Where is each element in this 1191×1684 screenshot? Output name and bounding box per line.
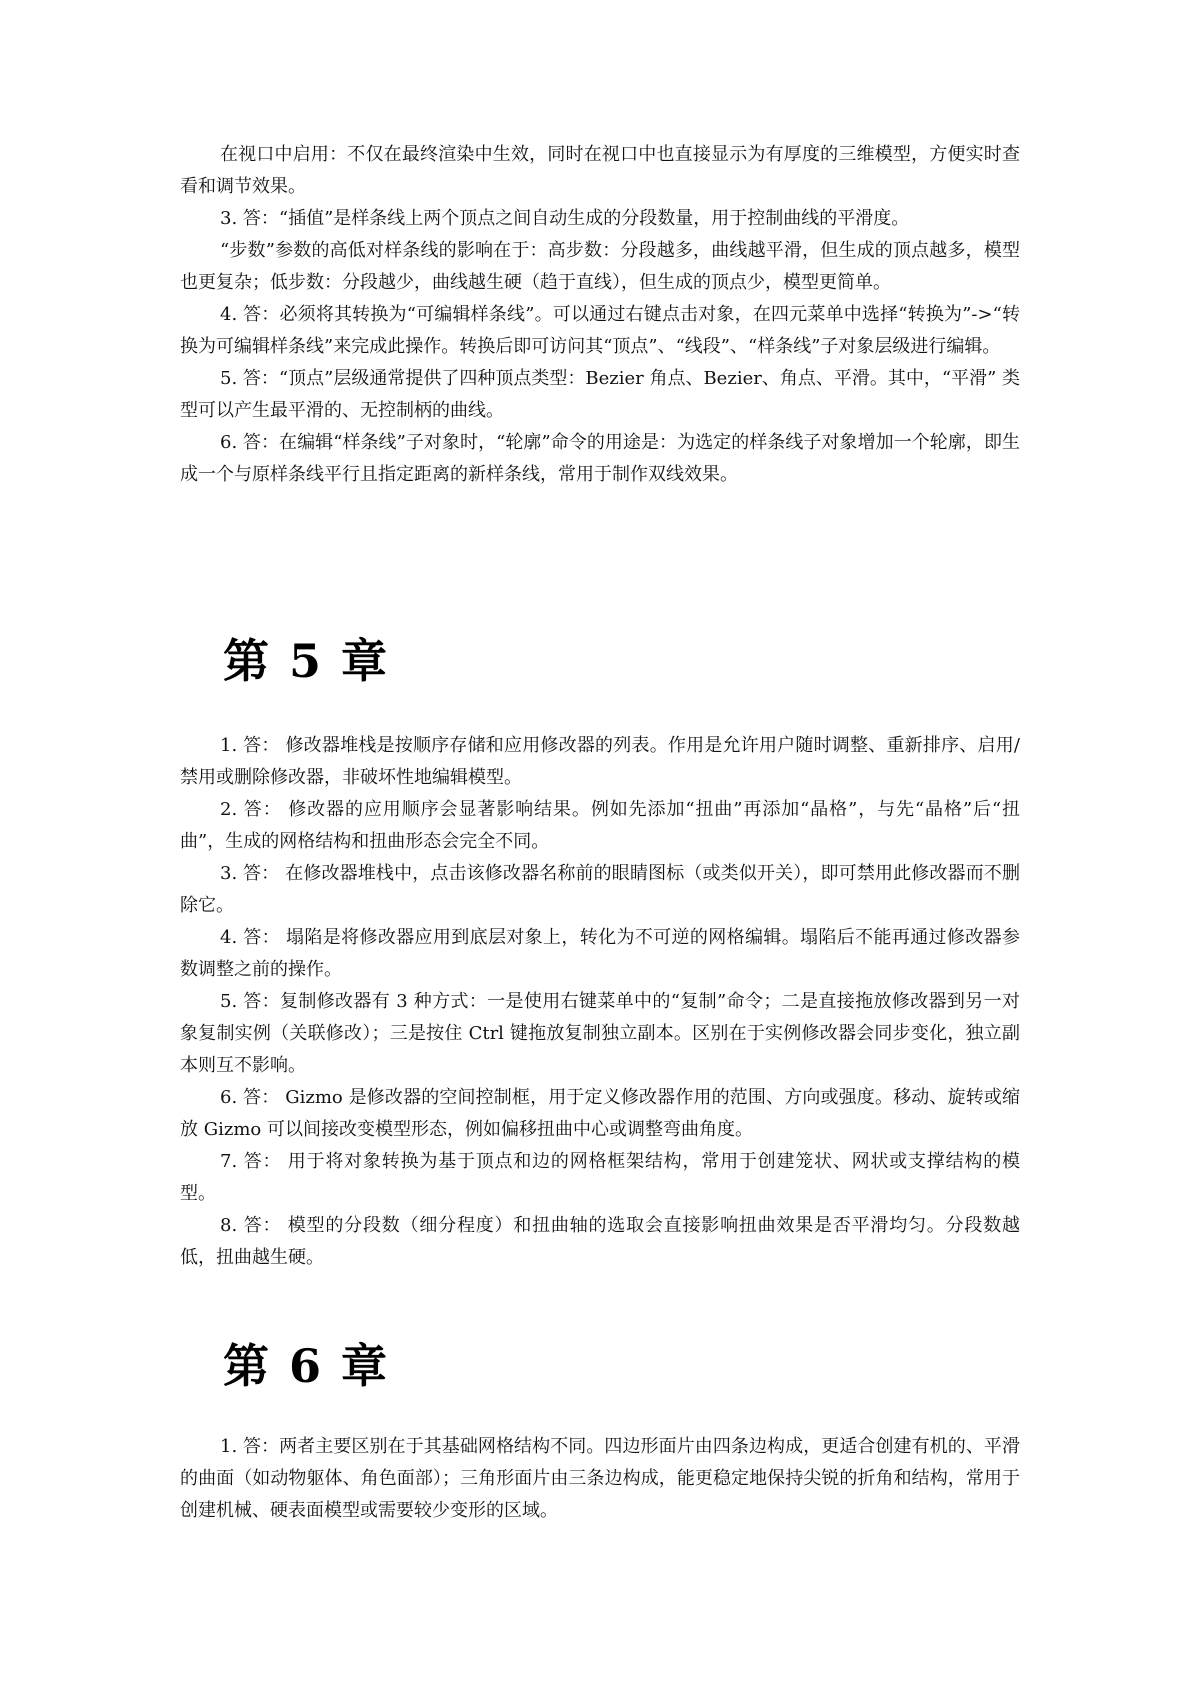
chapter-6-heading: 第 6 章 (223, 1339, 390, 1393)
paragraph: 1. 答： 修改器堆栈是按顺序存储和应用修改器的列表。作用是允许用户随时调整、重新排序、启用/禁用或删除修改器，非破坏性地编辑模型。 (180, 735, 1020, 788)
paragraph: 1. 答：两者主要区别在于其基础网格结构不同。四边形面片由四条边构成，更适合创建有机的、平滑的曲面（如动物躯体、角色面部）；三角形面片由三条边构成，能更稳定地保持尖锐的折角和结构，常用于创建机械、硬表面模型或需要较少变形的区域。 (180, 1436, 1020, 1521)
paragraph: 3. 答：“插值”是样条线上两个顶点之间自动生成的分段数量，用于控制曲线的平滑度。 (220, 208, 910, 229)
paragraph: 7. 答： 用于将对象转换为基于顶点和边的网格框架结构，常用于创建笼状、网状或支撑结构的模型。 (180, 1151, 1020, 1204)
paragraph: 5. 答：复制修改器有 3 种方式：一是使用右键菜单中的“复制”命令；二是直接拖放修改器到另一对象复制实例（关联修改）；三是按住 Ctrl 键拖放复制独立副本。区别在于实例修改器会同步变化，独立副本则互不影响。 (180, 991, 1020, 1076)
paragraph: “步数”参数的高低对样条线的影响在于：高步数：分段越多，曲线越平滑，但生成的顶点越多，模型也更复杂；低步数：分段越少，曲线越生硬（趋于直线），但生成的顶点少，模型更简单。 (180, 240, 1020, 293)
section-chapter5 (180, 730, 1020, 1274)
paragraph: 在视口中启用：不仅在最终渲染中生效，同时在视口中也直接显示为有厚度的三维模型，方便实时查看和调节效果。 (180, 144, 1020, 197)
paragraph: 4. 答：必须将其转换为“可编辑样条线”。可以通过右键点击对象，在四元菜单中选择“转换为”->“转换为可编辑样条线”来完成此操作。转换后即可访问其“顶点”、“线段”、“样条线”子对象层级进行编辑。 (180, 304, 1020, 357)
paragraph: 6. 答： Gizmo 是修改器的空间控制框，用于定义修改器作用的范围、方向或强度。移动、旋转或缩放 Gizmo 可以间接改变模型形态，例如偏移扭曲中心或调整弯曲角度。 (180, 1087, 1020, 1140)
chapter-5-heading: 第 5 章 (223, 634, 390, 688)
paragraph: 5. 答：“顶点”层级通常提供了四种顶点类型：Bezier 角点、Bezier、角点、平滑。其中，“平滑” 类型可以产生最平滑的、无控制柄的曲线。 (180, 368, 1020, 421)
paragraph: 3. 答： 在修改器堆栈中，点击该修改器名称前的眼睛图标（或类似开关），即可禁用此修改器而不删除它。 (180, 863, 1020, 916)
paragraph: 4. 答： 塌陷是将修改器应用到底层对象上，转化为不可逆的网格编辑。塌陷后不能再通过修改器参数调整之前的操作。 (180, 927, 1020, 980)
paragraph: 8. 答： 模型的分段数（细分程度）和扭曲轴的选取会直接影响扭曲效果是否平滑均匀。分段数越低，扭曲越生硬。 (180, 1215, 1020, 1268)
section-chapter6 (180, 1431, 1020, 1527)
paragraph: 6. 答：在编辑“样条线”子对象时，“轮廓”命令的用途是：为选定的样条线子对象增加一个轮廓，即生成一个与原样条线平行且指定距离的新样条线，常用于制作双线效果。 (180, 432, 1020, 485)
paragraph: 2. 答： 修改器的应用顺序会显著影响结果。例如先添加“扭曲”再添加“晶格”，与先“晶格”后“扭曲”，生成的网格结构和扭曲形态会完全不同。 (180, 799, 1020, 852)
section-chapter4-continued (180, 139, 1020, 491)
